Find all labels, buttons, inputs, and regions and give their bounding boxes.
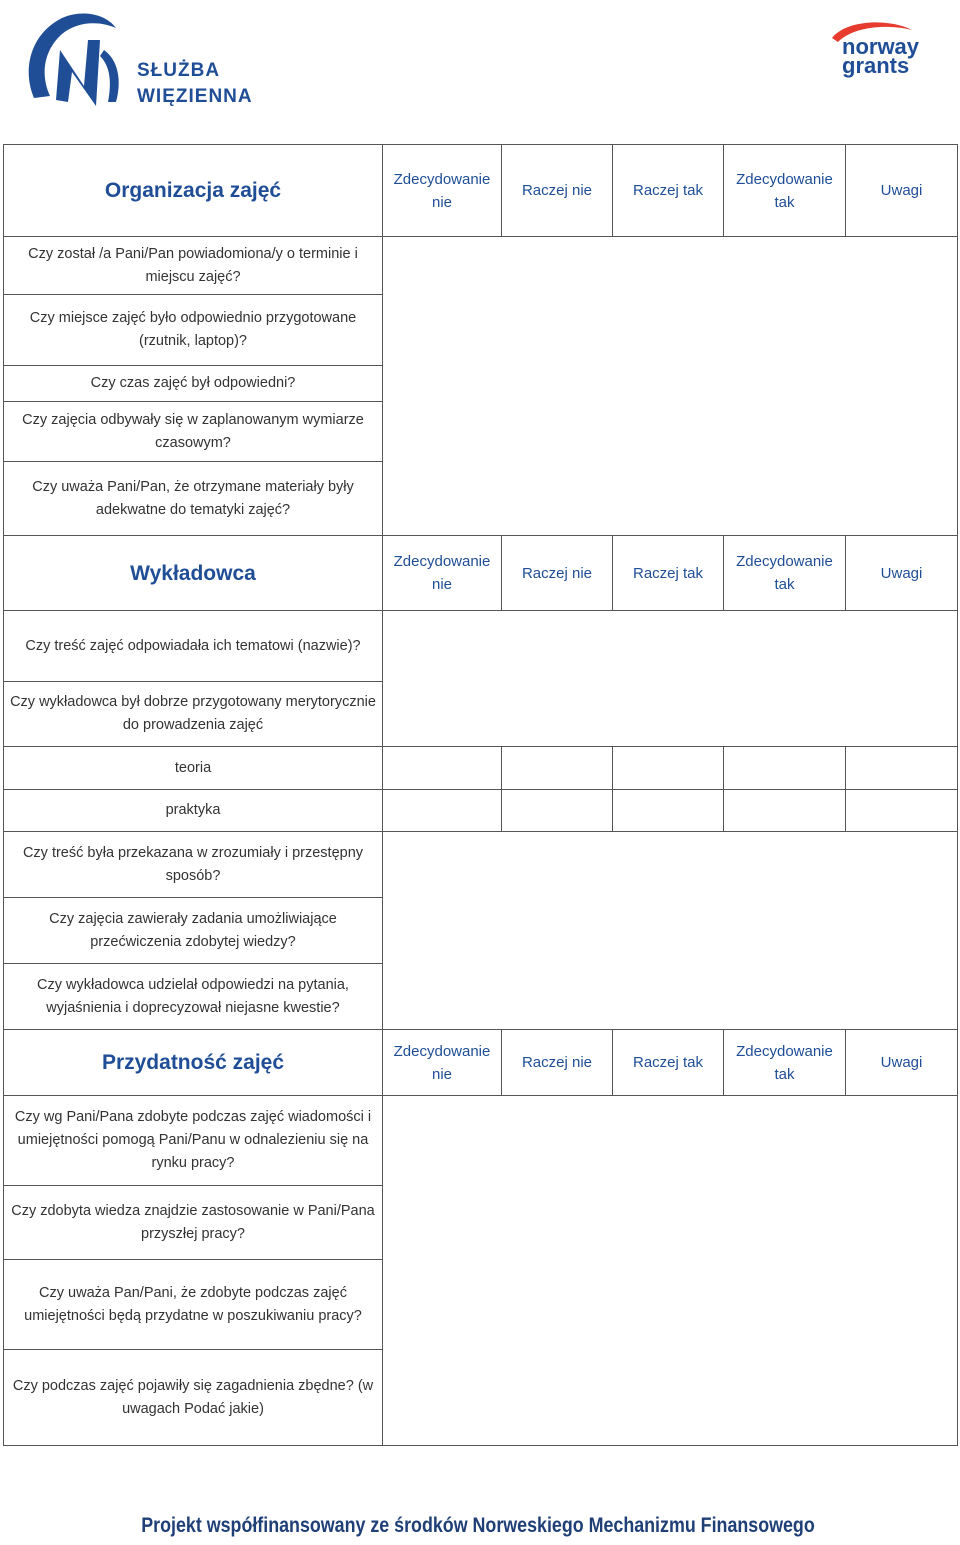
question-text: Czy podczas zajęć pojawiły się zagadnienia zbędne? (w uwagach Podać jakie) bbox=[4, 1350, 383, 1446]
question-row bbox=[4, 1096, 958, 1186]
answer-cell[interactable] bbox=[502, 747, 613, 790]
answer-cell[interactable] bbox=[724, 790, 846, 832]
question-text: Czy miejsce zajęć było odpowiednio przygotowane (rzutnik, laptop)? bbox=[4, 295, 383, 366]
answer-cell[interactable] bbox=[613, 747, 724, 790]
question-text: Czy wykładowca udzielał odpowiedzi na pytania, wyjaśnienia i doprecyzował niejasne kwestie? bbox=[4, 964, 383, 1030]
question-text: Czy uważa Pani/Pan, że otrzymane materiały były adekwatne do tematyki zajęć? bbox=[4, 462, 383, 536]
col-strongly-yes: Zdecydowanie tak bbox=[724, 145, 846, 237]
answer-cell[interactable] bbox=[383, 790, 502, 832]
footer-text: Projekt współfinansowany ze środków Norweskiego Mechanizmu Finansowego bbox=[141, 1514, 815, 1537]
section-title: Przydatność zajęć bbox=[4, 1030, 383, 1096]
col-rather-yes: Raczej tak bbox=[613, 1030, 724, 1096]
answer-cell[interactable] bbox=[383, 747, 502, 790]
question-text: Czy został /a Pani/Pan powiadomiona/y o terminie i miejscu zajęć? bbox=[4, 237, 383, 295]
section-header-row bbox=[4, 145, 958, 237]
answer-cell[interactable] bbox=[613, 790, 724, 832]
prison-service-emblem-icon bbox=[20, 10, 128, 110]
section-header-row bbox=[4, 536, 958, 611]
logo-sluzba-wiezienna bbox=[20, 10, 253, 110]
logo-text-line2: WIĘZIENNA bbox=[137, 86, 253, 107]
question-row bbox=[4, 832, 958, 898]
question-row bbox=[4, 237, 958, 295]
question-text: Czy zajęcia odbywały się w zaplanowanym wymiarze czasowym? bbox=[4, 402, 383, 462]
question-text: Czy wg Pani/Pana zdobyte podczas zajęć wiadomości i umiejętności pomogą Pani/Panu w odnalezieniu się na rynku pracy? bbox=[4, 1096, 383, 1186]
question-text: Czy wykładowca był dobrze przygotowany merytorycznie do prowadzenia zajęć bbox=[4, 682, 383, 747]
logo-norway-text: norway bbox=[842, 34, 920, 59]
question-text: Czy uważa Pan/Pani, że zdobyte podczas zajęć umiejętności będą przydatne w poszukiwaniu pracy? bbox=[4, 1260, 383, 1350]
question-text: praktyka bbox=[4, 790, 383, 832]
col-rather-yes: Raczej tak bbox=[613, 145, 724, 237]
answer-cell[interactable] bbox=[724, 747, 846, 790]
answer-cell[interactable] bbox=[846, 747, 958, 790]
answer-area[interactable] bbox=[383, 1096, 958, 1446]
col-rather-no: Raczej nie bbox=[502, 1030, 613, 1096]
evaluation-form-table bbox=[3, 144, 958, 1446]
logo-text-line1: SŁUŻBA bbox=[137, 60, 221, 81]
answer-cell[interactable] bbox=[502, 790, 613, 832]
logo-grants-text: grants bbox=[842, 53, 910, 78]
answer-area[interactable] bbox=[383, 832, 958, 1030]
section-title: Wykładowca bbox=[4, 536, 383, 611]
col-remarks: Uwagi bbox=[846, 145, 958, 237]
question-text: Czy treść była przekazana w zrozumiały i przestępny sposób? bbox=[4, 832, 383, 898]
answer-cell[interactable] bbox=[846, 790, 958, 832]
col-strongly-no: Zdecydowanie nie bbox=[383, 1030, 502, 1096]
question-text: Czy czas zajęć był odpowiedni? bbox=[4, 366, 383, 402]
section-header-row bbox=[4, 1030, 958, 1096]
col-rather-yes: Raczej tak bbox=[613, 536, 724, 611]
logo-norway-grants bbox=[828, 20, 946, 80]
col-strongly-no: Zdecydowanie nie bbox=[383, 145, 502, 237]
col-rather-no: Raczej nie bbox=[502, 536, 613, 611]
question-text: teoria bbox=[4, 747, 383, 790]
question-text: Czy zdobyta wiedza znajdzie zastosowanie w Pani/Pana przyszłej pracy? bbox=[4, 1186, 383, 1260]
question-row bbox=[4, 747, 958, 790]
answer-area[interactable] bbox=[383, 611, 958, 747]
col-remarks: Uwagi bbox=[846, 1030, 958, 1096]
question-text: Czy zajęcia zawierały zadania umożliwiające przećwiczenia zdobytej wiedzy? bbox=[4, 898, 383, 964]
section-title: Organizacja zajęć bbox=[4, 145, 383, 237]
question-row bbox=[4, 790, 958, 832]
col-strongly-no: Zdecydowanie nie bbox=[383, 536, 502, 611]
col-remarks: Uwagi bbox=[846, 536, 958, 611]
col-rather-no: Raczej nie bbox=[502, 145, 613, 237]
col-strongly-yes: Zdecydowanie tak bbox=[724, 1030, 846, 1096]
question-row bbox=[4, 611, 958, 682]
question-text: Czy treść zajęć odpowiadała ich tematowi (nazwie)? bbox=[4, 611, 383, 682]
answer-area[interactable] bbox=[383, 237, 958, 536]
col-strongly-yes: Zdecydowanie tak bbox=[724, 536, 846, 611]
